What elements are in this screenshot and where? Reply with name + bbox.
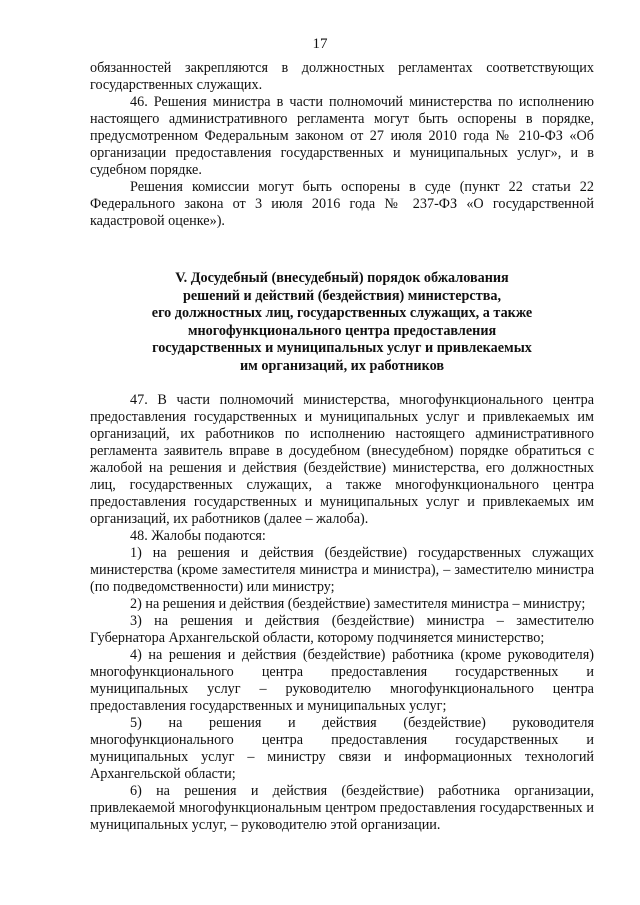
paragraph-continuation: обязанностей закрепляются в должностных регламентах соответствующих государственных служащих.	[90, 60, 594, 93]
paragraph-46: 46. Решения министра в части полномочий министерства по исполнению настоящего административного регламента могут быть оспорены в порядке, предусмотренном Федеральным законом от 27 июля 2010 года № 210-ФЗ «Об организации предоставления государственных и муниципальных услуг», и в судебном порядке.	[90, 94, 594, 178]
heading-line: решений и действий (бездействия) министерства,	[182, 287, 501, 304]
paragraph-commission-decisions: Решения комиссии могут быть оспорены в суде (пункт 22 статьи 22 Федерального закона от 3 июля 2016 года № 237-ФЗ «О государственной кадастровой оценке»).	[90, 179, 594, 229]
heading-line: многофункционального центра предоставления	[187, 322, 497, 339]
page-number: 17	[312, 36, 328, 52]
list-item-6: 6) на решения и действия (бездействие) работника организации, привлекаемой многофункциональным центром предоставления государственных и муниципальных услуг, – руководителю этой организации.	[90, 783, 594, 833]
document-body	[90, 60, 594, 834]
section-heading	[90, 270, 594, 375]
paragraph-47: 47. В части полномочий министерства, многофункционального центра предоставления государственных и муниципальных услуг и привлекаемых им организаций, их работников по исполнению настоящего административного регламента заявитель вправе в досудебном (внесудебном) порядке обратиться с жалобой на решения и действия (бездействие) министерства, его должностных лиц, государственных служащих, а также многофункционального центра предоставления государственных и муниципальных услуг и привлекаемых им организаций, их работников (далее – жалоба).	[90, 392, 594, 527]
list-item-4: 4) на решения и действия (бездействие) работника (кроме руководителя) многофункционального центра предоставления государственных и муниципальных услуг – руководителю многофункционального центра предоставления государственных и муниципальных услуг;	[90, 647, 594, 714]
list-item-3: 3) на решения и действия (бездействие) министра – заместителю Губернатора Архангельской области, которому подчиняется министерство;	[90, 613, 594, 646]
paragraph-48: 48. Жалобы подаются:	[130, 528, 266, 544]
heading-line: им организаций, их работников	[240, 357, 444, 374]
list-item-2: 2) на решения и действия (бездействие) заместителя министра – министру;	[130, 596, 586, 612]
heading-line: V. Досудебный (внесудебный) порядок обжалования	[175, 270, 509, 286]
heading-line: его должностных лиц, государственных служащих, а также	[151, 305, 533, 321]
heading-line: государственных и муниципальных услуг и привлекаемых	[152, 340, 532, 356]
list-item-1: 1) на решения и действия (бездействие) государственных служащих министерства (кроме заместителя министра и министра), – заместителю министра (по подведомственности) или министру;	[90, 545, 594, 595]
list-item-5: 5) на решения и действия (бездействие) руководителя многофункционального центра предоставления государственных и муниципальных услуг – министру связи и информационных технологий Архангельской области;	[90, 715, 594, 782]
